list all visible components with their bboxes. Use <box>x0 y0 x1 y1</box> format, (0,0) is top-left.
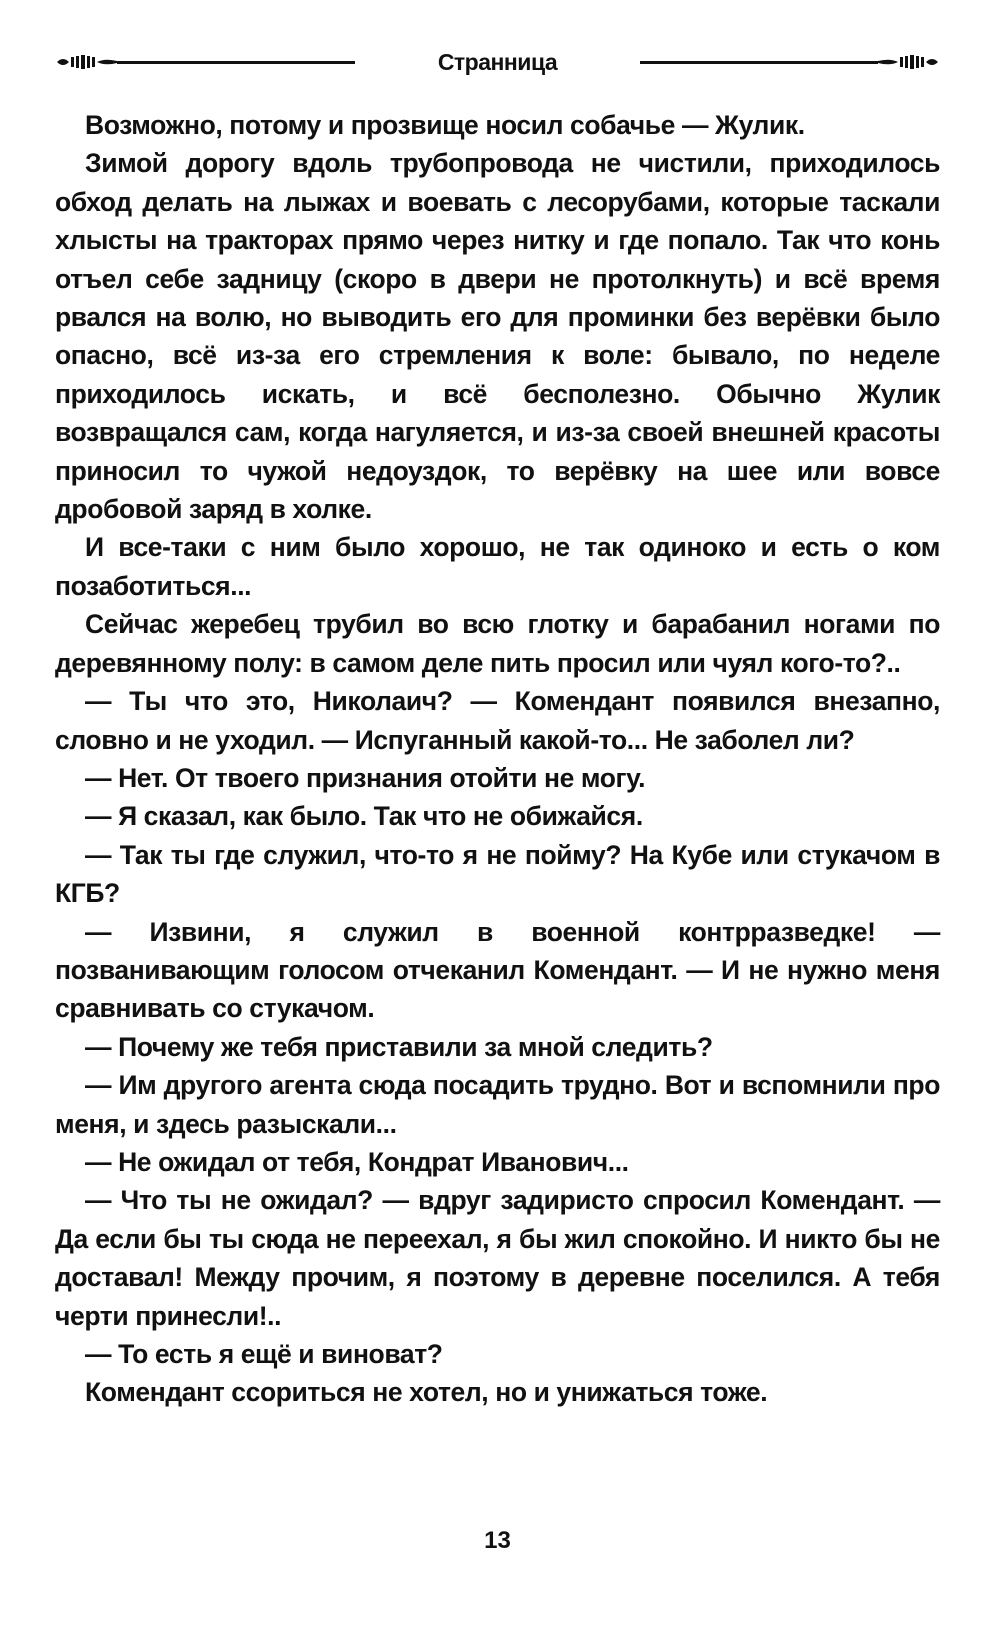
dialogue-line: — Извини, я служил в военной контрразведке! — позванивающим голосом отчеканил Комендант. — И не нужно меня сравнивать со стукачом. <box>55 916 940 1024</box>
paragraph: Зимой дорогу вдоль трубопровода не чистили, приходилось обход делать на лыжах и воевать с лесорубами, которые таскали хлысты на тракторах прямо через нитку и где попало. Так что конь отъел себе задницу (скоро в двери не протолкнуть) и всё время рвался на волю, но выводить его для проминки без верёвки было опасно, всё из-за его стремления к воле: бывало, по неделе приходилось искать, и всё бесполезно. Обычно Жулик возвращался сам, когда нагуляется, и из-за своей внешней красоты приносил то чужой недоуздок, то верёвку на шее или вовсе дробовой заряд в холке. <box>55 148 940 525</box>
paragraph: Сейчас жеребец трубил во всю глотку и барабанил ногами по деревянному полу: в самом деле пить просил или чуял кого-то?.. <box>55 609 940 678</box>
paragraph: И все-таки с ним было хорошо, не так одиноко и есть о ком позаботиться... <box>55 532 940 601</box>
page-number: 13 <box>484 1527 511 1554</box>
body-text <box>55 106 940 1412</box>
dialogue-line: — Так ты где служил, что-то я не пойму? На Кубе или стукачом в КГБ? <box>55 839 940 909</box>
header-rule-right <box>640 55 940 69</box>
book-page <box>55 42 940 1602</box>
dialogue-line: — Ты что это, Николаич? — Комендант появился внезапно, словно и не уходил. — Испуганный какой-то... Не заболел ли? <box>55 686 940 755</box>
dialogue-line: — Почему же тебя приставили за мной следить? <box>85 1031 713 1062</box>
dialogue-line: — Не ожидал от тебя, Кондрат Иванович... <box>85 1146 629 1177</box>
running-title: Странница <box>437 48 558 75</box>
dialogue-line: — То есть я ещё и виноват? <box>85 1339 443 1369</box>
running-header <box>55 42 940 82</box>
scroll-ornament-icon <box>878 55 940 69</box>
paragraph: Возможно, потому и прозвище носил собачье — Жулик. <box>85 110 805 140</box>
dialogue-line: — Я сказал, как было. Так что не обижайся. <box>85 801 643 832</box>
dialogue-line: — Нет. От твоего признания отойти не могу. <box>85 762 646 793</box>
header-rule-left <box>55 55 355 69</box>
dialogue-line: — Им другого агента сюда посадить трудно. Вот и вспомнили про меня, и здесь разыскали... <box>55 1070 940 1139</box>
scroll-ornament-icon <box>55 55 117 69</box>
paragraph: Комендант ссориться не хотел, но и унижаться тоже. <box>85 1377 768 1408</box>
header-rule-line <box>117 61 355 64</box>
header-rule-line <box>640 61 878 64</box>
dialogue-line: — Что ты не ожидал? — вдруг задиристо спросил Комендант. — Да если бы ты сюда не переехал, я бы жил спокойно. И никто бы не доставал! Между прочим, я поэтому в деревне поселился. А тебя черти принесли!.. <box>55 1185 940 1331</box>
